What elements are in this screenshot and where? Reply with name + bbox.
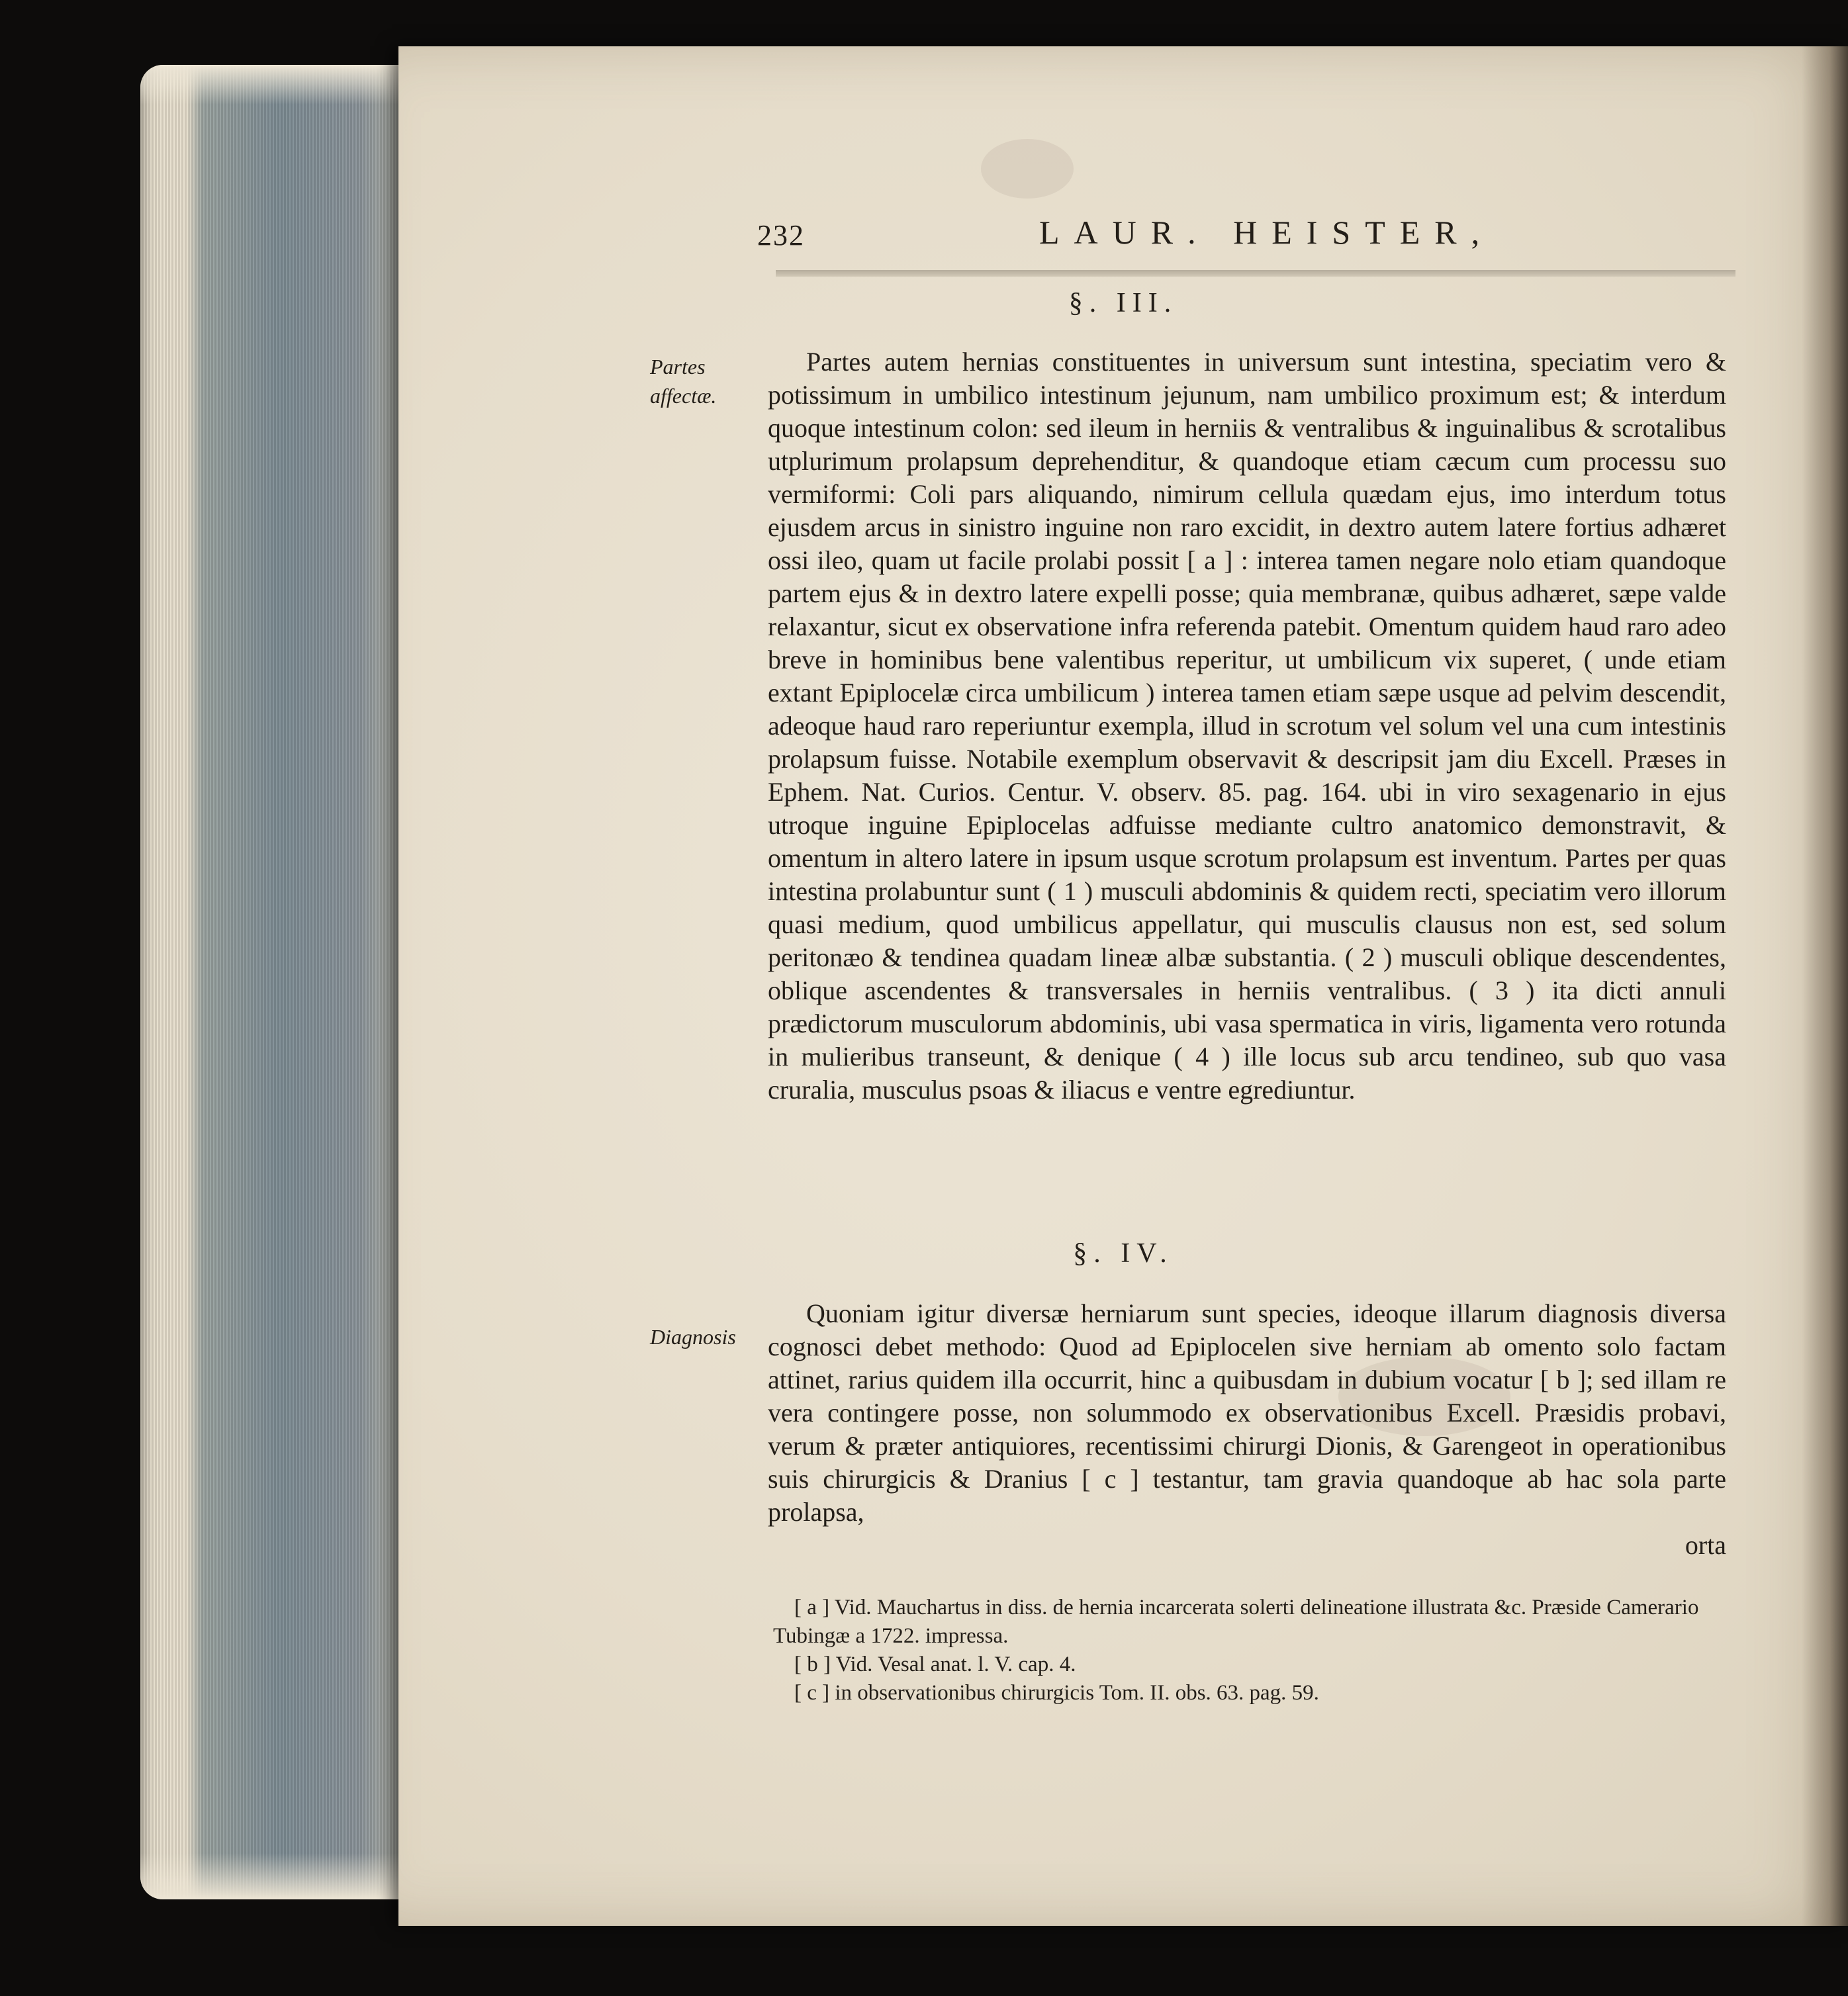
paper-stain: [981, 139, 1074, 199]
section-heading-iii: §. III.: [1068, 288, 1178, 318]
marginal-note-partes: [650, 352, 716, 410]
section-heading-iv: §. IV.: [1073, 1238, 1174, 1269]
fore-edge-top: [140, 65, 412, 105]
book-fore-edge: [140, 65, 412, 1899]
marginal-note-line: Diagnosis: [650, 1325, 736, 1349]
marginal-note-line: affectæ.: [650, 384, 717, 408]
footnote-b: [ b ] Vid. Vesal anat. l. V. cap. 4.: [794, 1653, 1076, 1676]
catchword: orta: [1685, 1530, 1726, 1560]
running-head-title: LAUR. HEISTER,: [1039, 214, 1495, 251]
marginal-note-diagnosis: [650, 1322, 736, 1351]
section-iii-body: [768, 345, 1726, 1107]
section-iv-body: [768, 1297, 1726, 1562]
book-page: [398, 46, 1848, 1926]
footnote-c: [ c ] in observationibus chirurgicis Tom. II. obs. 63. pag. 59.: [794, 1681, 1319, 1705]
marginal-note-line: Partes: [650, 355, 706, 379]
paragraph: Quoniam igitur diversæ herniarum sunt species, ideoque illarum diagnosis diversa cognosci debet methodo: Quod ad Epiplocelen sive herniam ab omento solo factam attinet, rarius quidem illa occurrit, hinc a quibusdam in dubium vocatur [ b ]; sed illam re vera contingere posse, non solummodo ex observationibus Excell. Præsidis probavi, verum & præter antiquiores, recentissimi chirurgi Dionis, & Garengeot in operationibus suis chirurgicis & Dranius [ c ] testantur, tam gravia quandoque ab hac sola parte prolapsa,: [768, 1298, 1726, 1527]
head-rule: [776, 270, 1735, 277]
footnote-a: [ a ] Vid. Mauchartus in diss. de hernia incarcerata solerti delineatione illustrata &c. Præside Camerario Tubingæ a 1722. impressa.: [773, 1596, 1699, 1648]
running-head: [398, 210, 1848, 257]
page-gutter-shadow: [1802, 46, 1848, 1926]
footnotes: [773, 1594, 1726, 1707]
fore-edge-bottom: [140, 1853, 412, 1899]
paragraph: Partes autem hernias constituentes in universum sunt intestina, speciatim vero & potissimum in umbilico intestinum jejunum, nam umbilico proximum est; & interdum quoque intestinum colon: sed ileum in herniis & ventralibus & inguinalibus & scrotalibus utplurimum prolapsum deprehenditur, & quandoque etiam cæcum cum processu suo vermiformi: Coli pars aliquando, nimirum cellula quædam ejus, imo interdum totus ejusdem arcus in sinistro inguine non raro excidit, in dextro autem latere fortius adhæret ossi ileo, quam ut facile prolabi possit [ a ] : interea tamen negare nolo etiam quandoque partem ejus & in dextro latere expelli posse; quia membranæ, quibus adhæret, sæpe valde relaxantur, sicut ex observatione infra referenda patebit. Omentum quidem haud raro adeo breve in hominibus bene valentibus reperitur, ut umbilicum vix superet, ( unde etiam extant Epiplocelæ circa umbilicum ) interea tamen etiam sæpe usque ad pelvim descendit, adeoque haud raro reperiuntur exempla, illud in scrotum vel solum vel una cum intestinis prolapsum fuisse. Notabile exemplum observavit & descripsit jam diu Excell. Præses in Ephem. Nat. Curios. Centur. V. observ. 85. pag. 164. ubi in viro sexagenario in ejus utroque inguine Epiplocelas adfuisse mediante cultro anatomico demonstravit, & omentum in altero latere in ipsum usque scrotum prolapsum est inventum. Partes per quas intestina prolabuntur sunt ( 1 ) musculi abdominis & quidem recti, speciatim vero illorum quasi medium, quod umbilicus appellatur, qui musculis clausus non est, sed solum peritonæo & tendinea quadam lineæ albæ substantia. ( 2 ) musculi oblique descendentes, oblique ascendentes & transversales in herniis ventralibus. ( 3 ) ita dicti annuli prædictorum musculorum abdominis, ubi vasa spermatica in viris, ligamenta vero rotunda in mulieribus transeunt, & denique ( 4 ) ille locus sub arcu tendineo, sub quo vasa cruralia, musculus psoas & iliacus e ventre egrediuntur.: [768, 347, 1726, 1105]
page-number: 232: [757, 219, 805, 251]
